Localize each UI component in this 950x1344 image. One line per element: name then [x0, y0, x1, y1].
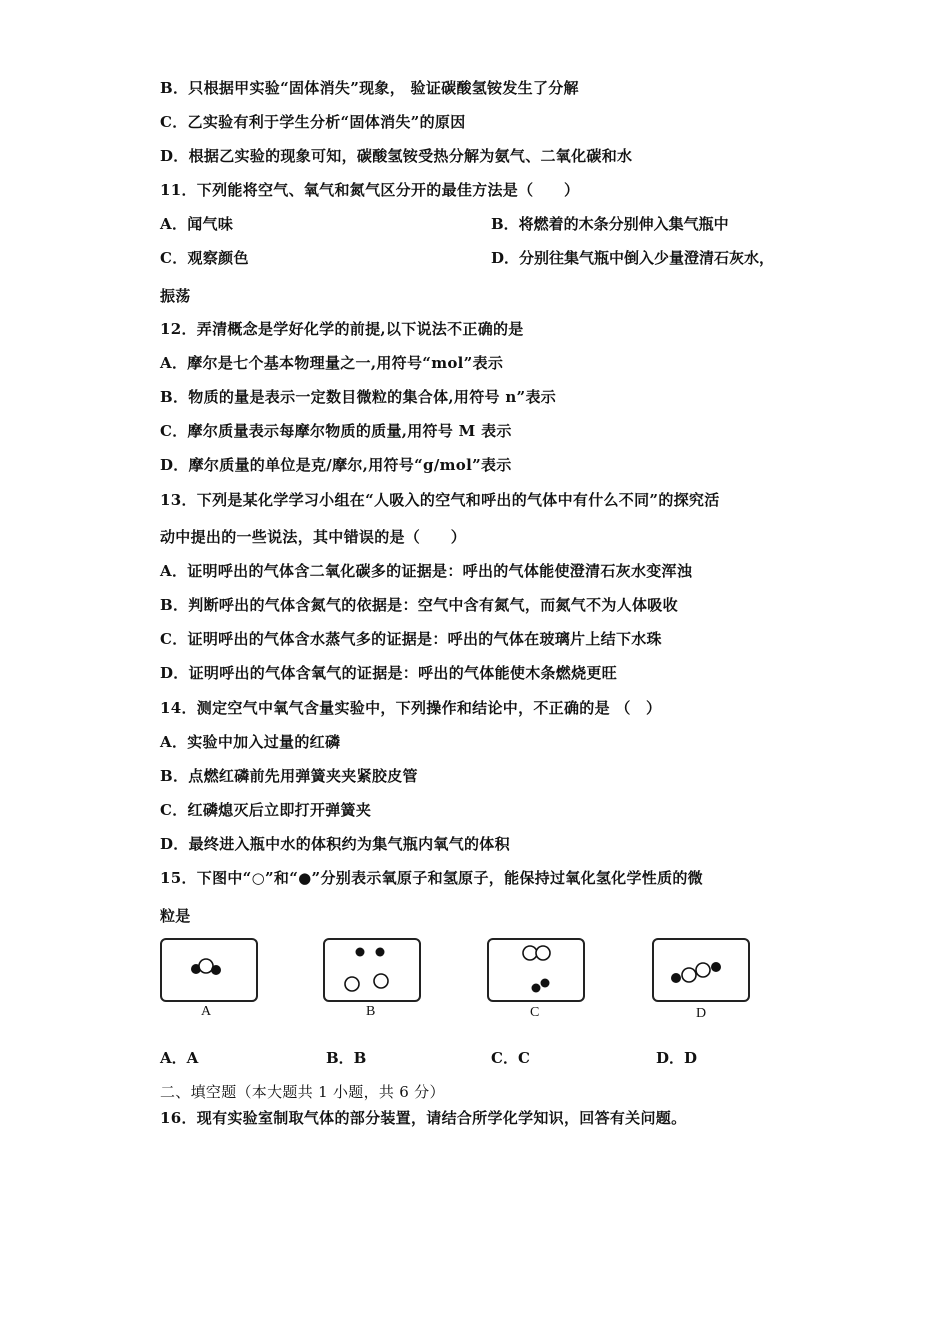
- q15-answer-c: C．C: [491, 1049, 530, 1067]
- q12-option-d: D．摩尔质量的单位是克/摩尔,用符号“g/mol”表示: [160, 456, 512, 474]
- q13-option-d: D．证明呼出的气体含氧气的证据是：呼出的气体能使木条燃烧更旺: [160, 664, 618, 682]
- q13-stem-cont: 动中提出的一些说法，其中错误的是（ ）: [160, 528, 467, 546]
- q14-stem: 14．测定空气中氧气含量实验中，下列操作和结论中，不正确的是 （ ）: [160, 699, 662, 717]
- figure-caption-d: D: [696, 1006, 707, 1021]
- q12-stem: 12．弄清概念是学好化学的前提,以下说法不正确的是: [160, 320, 524, 338]
- atom-o: [374, 974, 388, 988]
- q15-stem: 15．下图中“○”和“●”分别表示氧原子和氢原子，能保持过氧化氢化学性质的微: [160, 869, 703, 887]
- figure-caption-c: C: [530, 1005, 540, 1020]
- atom-h: [532, 984, 541, 993]
- q13-stem: 13．下列是某化学学习小组在“人吸入的空气和呼出的气体中有什么不同”的探究活: [160, 491, 720, 509]
- figure-caption-b: B: [366, 1004, 376, 1019]
- atom-h: [671, 973, 681, 983]
- figure-caption-a: A: [201, 1004, 212, 1019]
- atom-o: [523, 946, 537, 960]
- q15-stem-cont: 粒是: [160, 907, 191, 925]
- q16-stem: 16．现有实验室制取气体的部分装置，请结合所学化学知识，回答有关问题。: [160, 1109, 687, 1127]
- q15-answer-a: A．A: [160, 1049, 199, 1067]
- q10-option-c: C．乙实验有利于学生分析“固体消失”的原因: [160, 113, 466, 131]
- q13-option-b: B．判断呼出的气体含氮气的依据是：空气中含有氮气，而氮气不为人体吸收: [160, 596, 678, 614]
- q11-option-a: A．闻气味: [160, 215, 234, 233]
- atom-o: [696, 963, 710, 977]
- q11-option-d-cont: 振荡: [160, 287, 191, 305]
- q12-option-c: C．摩尔质量表示每摩尔物质的质量,用符号 M 表示: [160, 422, 512, 440]
- q11-stem: 11．下列能将空气、氧气和氮气区分开的最佳方法是（ ）: [160, 181, 580, 199]
- q13-option-a: A．证明呼出的气体含二氧化碳多的证据是：呼出的气体能使澄清石灰水变浑浊: [160, 562, 693, 580]
- atom-h: [711, 962, 721, 972]
- atom-o: [345, 977, 359, 991]
- atom-o: [536, 946, 550, 960]
- q14-option-c: C．红磷熄灭后立即打开弹簧夹: [160, 801, 372, 819]
- q14-option-a: A．实验中加入过量的红磷: [160, 733, 341, 751]
- atom-h: [541, 979, 550, 988]
- q14-option-b: B．点燃红磷前先用弹簧夹夹紧胶皮管: [160, 767, 418, 785]
- atom-o: [199, 959, 213, 973]
- q15-answer-d: D．D: [656, 1049, 698, 1067]
- q15-answer-b: B．B: [326, 1049, 367, 1067]
- atom-h: [376, 948, 385, 957]
- q12-option-b: B．物质的量是表示一定数目微粒的集合体,用符号 n”表示: [160, 388, 557, 406]
- q11-option-d: D．分别往集气瓶中倒入少量澄清石灰水，: [491, 249, 775, 267]
- atom-h: [356, 948, 365, 957]
- q11-option-c: C．观察颜色: [160, 249, 249, 267]
- q11-option-b: B．将燃着的木条分别伸入集气瓶中: [491, 215, 729, 233]
- q13-option-c: C．证明呼出的气体含水蒸气多的证据是：呼出的气体在玻璃片上结下水珠: [160, 630, 662, 648]
- atom-o: [682, 968, 696, 982]
- q10-option-b: B．只根据甲实验“固体消失”现象， 验证碳酸氢铵发生了分解: [160, 79, 579, 97]
- q14-option-d: D．最终进入瓶中水的体积约为集气瓶内氧气的体积: [160, 835, 510, 853]
- q10-option-d: D．根据乙实验的现象可知，碳酸氢铵受热分解为氨气、二氧化碳和水: [160, 147, 633, 165]
- atom-h: [211, 965, 221, 975]
- section-heading: 二、填空题（本大题共 1 小题，共 6 分）: [160, 1083, 445, 1101]
- q12-option-a: A．摩尔是七个基本物理量之一,用符号“mol”表示: [160, 354, 504, 372]
